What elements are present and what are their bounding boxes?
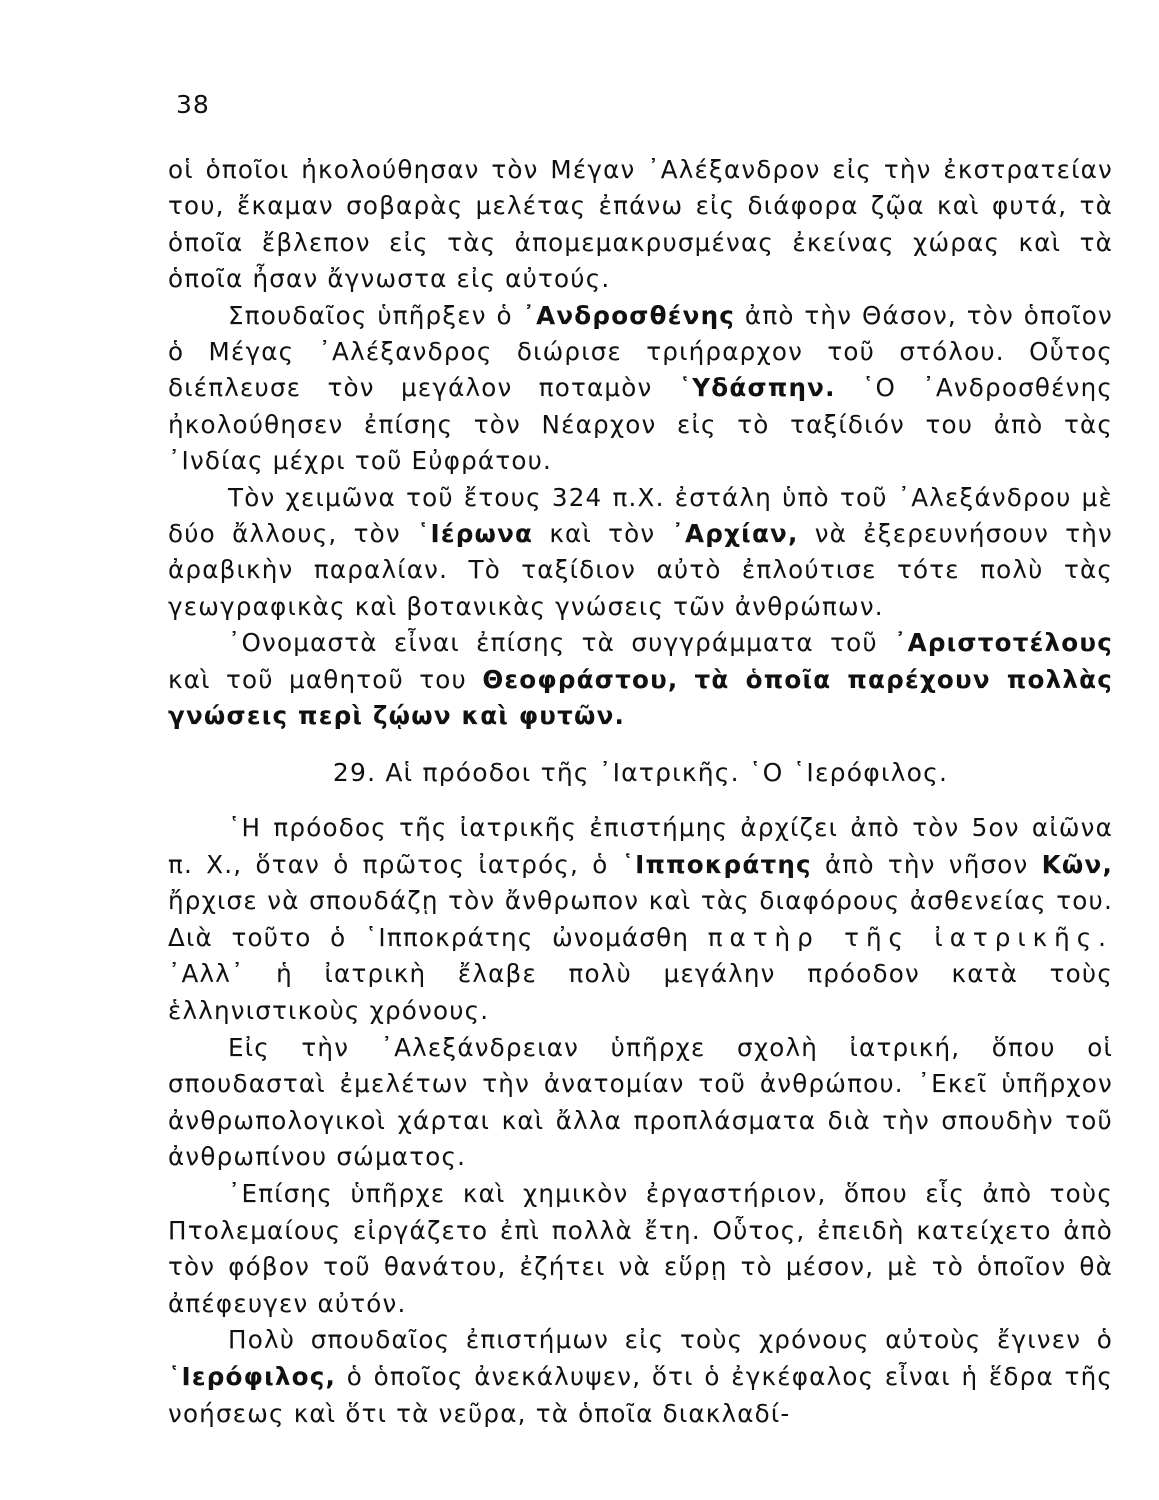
name-hippocrates: ῾Ιπποκράτης	[621, 849, 812, 879]
paragraph-4: ᾿Ονομαστὰ εἶναι ἐπίσης τὰ συγγράμματα τοῦ ᾿Αριστοτέλους καὶ τοῦ μαθητοῦ του Θεοφράστου, τὰ ὁποῖα παρέχουν πολλὰς γνώσεις περὶ ζῴων καὶ φυτῶν.	[168, 628, 1113, 731]
paragraph-3: Τὸν χειμῶνα τοῦ ἔτους 324 π.Χ. ἐστάλη ὑπὸ τοῦ ᾿Αλεξάνδρου μὲ δύο ἄλλους, τὸν ῾Ιέρωνα καὶ τὸν ᾿Αρχίαν, νὰ ἐξερευνήσουν τὴν ἀραβικὴν παραλίαν. Τὸ ταξίδιον αὐτὸ ἐπλούτισε τότε πολὺ τὰς γεωγραφικὰς καὶ βοτανικὰς γνώσεις τῶν ἀνθρώπων.	[168, 482, 1113, 621]
name-theophrastus: Θεοφράστου,	[482, 664, 679, 694]
paragraph-5: ῾Η πρόοδος τῆς ἰατρικῆς ἐπιστήμης ἀρχίζει ἀπὸ τὸν 5ον αἰῶνα π. Χ., ὅταν ὁ πρῶτος ἰατρός, ὁ ῾Ιπποκράτης ἀπὸ τὴν νῆσον Κῶν, ἤρχισε νὰ σπουδάζῃ τὸν ἄνθρωπον καὶ τὰς διαφόρους ἀσθενείας του. Διὰ τοῦτο ὁ ῾Ιπποκράτης ὠνομάσθη πατὴρ τῆς ἰατρικῆς. ᾿Αλλ᾿ ἡ ἰατρικὴ ἔλαβε πολὺ μεγάλην πρόοδον κατὰ τοὺς ἑλληνιστικοὺς χρόνους.	[168, 813, 1113, 1025]
name-androsthenes: ᾿Ανδροσθένης	[522, 300, 736, 330]
name-archias: ᾿Αρχίαν,	[671, 519, 799, 549]
name-herophilus: ῾Ιερόφιλος,	[168, 1361, 337, 1391]
paragraph-8: Πολὺ σπουδαῖος ἐπιστήμων εἰς τοὺς χρόνους αὐτοὺς ἔγινεν ὁ ῾Ιερόφιλος, ὁ ὁποῖος ἀνεκάλυψεν, ὅτι ὁ ἐγκέφαλος εἶναι ἡ ἕδρα τῆς νοήσεως καὶ ὅτι τὰ νεῦρα, τὰ ὁποῖα διακλαδί-	[168, 1325, 1113, 1428]
name-hieron: ῾Ιέρωνα	[416, 519, 534, 549]
section-one-text	[168, 152, 1113, 735]
section-heading: 29. Αἱ πρόοδοι τῆς ᾿Ιατρικῆς. ῾Ο ῾Ιερόφιλος.	[332, 758, 949, 787]
name-kos: Κῶν,	[1041, 849, 1113, 879]
page-number: 38	[176, 90, 210, 119]
paragraph-1: οἱ ὁποῖοι ἠκολούθησαν τὸν Μέγαν ᾿Αλέξανδρον εἰς τὴν ἐκστρατείαν του, ἔκαμαν σοβαρὰς μελέτας ἐπάνω εἰς διάφορα ζῷα καὶ φυτά, τὰ ὁποῖα ἔβλεπον εἰς τὰς ἀπομεμακρυσμένας ἐκείνας χώρας καὶ τὰ ὁποῖα ἦσαν ἄγνωστα εἰς αὐτούς.	[168, 155, 1113, 294]
name-hydaspes: ῾Υδάσπην.	[678, 373, 836, 403]
name-aristotle: ᾿Αριστοτέλους	[894, 628, 1113, 658]
paragraph-2: Σπουδαῖος ὑπῆρξεν ὁ ᾿Ανδροσθένης ἀπὸ τὴν Θάσον, τὸν ὁποῖον ὁ Μέγας ᾿Αλέξανδρος διώρισε τριήραρχον τοῦ στόλου. Οὗτος διέπλευσε τὸν μεγάλον ποταμὸν ῾Υδάσπην. ῾Ο ᾿Ανδροσθένης ἠκολούθησεν ἐπίσης τὸν Νέαρχον εἰς τὸ ταξίδιόν του ἀπὸ τὰς ᾿Ινδίας μέχρι τοῦ Εὐφράτου.	[168, 300, 1113, 476]
father-of-medicine: πατὴρ τῆς ἰατρικῆς.	[707, 922, 1113, 952]
paragraph-7: ᾿Επίσης ὑπῆρχε καὶ χημικὸν ἐργαστήριον, ὅπου εἷς ἀπὸ τοὺς Πτολεμαίους εἰργάζετο ἐπὶ πολλὰ ἔτη. Οὗτος, ἐπειδὴ κατείχετο ἀπὸ τὸν φόβον τοῦ θανάτου, ἐζήτει νὰ εὕρῃ τὸ μέσον, μὲ τὸ ὁποῖον θὰ ἀπέφευγεν αὐτόν.	[168, 1178, 1113, 1318]
paragraph-6: Εἰς τὴν ᾿Αλεξάνδρειαν ὑπῆρχε σχολὴ ἰατρική, ὅπου οἱ σπουδασταὶ ἐμελέτων τὴν ἀνατομίαν τοῦ ἀνθρώπου. ᾿Εκεῖ ὑπῆρχον ἀνθρωπολογικοὶ χάρται καὶ ἄλλα προπλάσματα διὰ τὴν σπουδὴν τοῦ ἀνθρωπίνου σώματος.	[168, 1032, 1113, 1172]
section-two-text	[168, 810, 1113, 1432]
